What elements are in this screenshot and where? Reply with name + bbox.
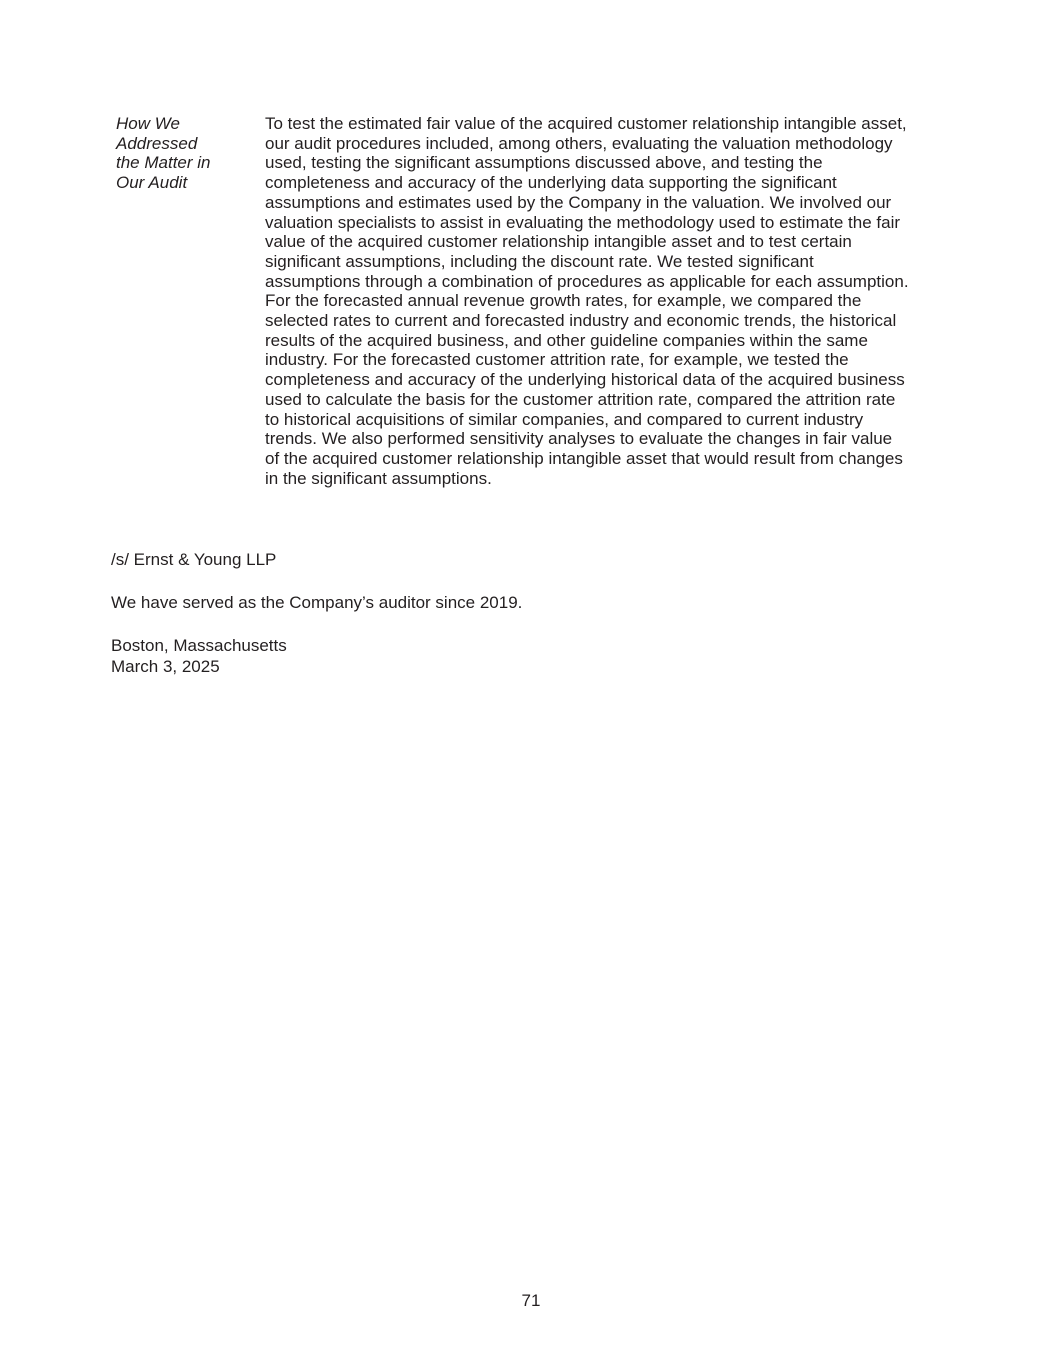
body-line: For the forecasted annual revenue growth rates, for example, we compared the bbox=[265, 291, 862, 311]
body-line: completeness and accuracy of the underlying historical data of the acquired business bbox=[265, 370, 905, 390]
body-line: completeness and accuracy of the underlying data supporting the significant bbox=[265, 173, 837, 193]
body-line: of the acquired customer relationship intangible asset that would result from changes bbox=[265, 448, 903, 468]
body-line: selected rates to current and forecasted industry and economic trends, the historical bbox=[265, 311, 897, 331]
page-number: 71 bbox=[521, 1291, 541, 1310]
body-line: valuation specialists to assist in evaluating the methodology used to estimate the fair bbox=[265, 212, 901, 232]
body-line: used, testing the significant assumptions discussed above, and testing the bbox=[265, 153, 823, 173]
body-line: our audit procedures included, among others, evaluating the valuation methodology bbox=[265, 133, 893, 153]
cam-label-line: Our Audit bbox=[116, 173, 188, 193]
body-line: significant assumptions, including the discount rate. We tested significant bbox=[265, 251, 814, 271]
body-line: assumptions through a combination of procedures as applicable for each assumption. bbox=[265, 271, 909, 291]
body-line: industry. For the forecasted customer attrition rate, for example, we tested the bbox=[265, 350, 849, 370]
body-line: to historical acquisitions of similar companies, and compared to current industry bbox=[265, 409, 864, 429]
report-location: Boston, Massachusetts bbox=[111, 636, 287, 655]
cam-body-paragraph bbox=[265, 114, 965, 488]
cam-label-line: How We bbox=[116, 114, 180, 133]
body-line: trends. We also performed sensitivity analyses to evaluate the changes in fair value bbox=[265, 429, 893, 449]
body-line: To test the estimated fair value of the acquired customer relationship intangible asset, bbox=[265, 114, 907, 133]
report-date: March 3, 2025 bbox=[111, 657, 220, 676]
body-line: results of the acquired business, and other guideline companies within the same bbox=[265, 330, 868, 350]
body-line: in the significant assumptions. bbox=[265, 468, 492, 488]
cam-label-line: the Matter in bbox=[116, 153, 211, 173]
auditor-tenure-statement: We have served as the Company’s auditor since 2019. bbox=[111, 593, 523, 612]
cam-label-line: Addressed bbox=[116, 133, 198, 153]
cam-section-label bbox=[116, 114, 246, 193]
body-line: assumptions and estimates used by the Company in the valuation. We involved our bbox=[265, 192, 892, 212]
body-line: used to calculate the basis for the customer attrition rate, compared the attrition rate bbox=[265, 389, 896, 409]
auditor-signature: /s/ Ernst & Young LLP bbox=[111, 550, 277, 569]
body-line: value of the acquired customer relationship intangible asset and to test certain bbox=[265, 232, 852, 252]
